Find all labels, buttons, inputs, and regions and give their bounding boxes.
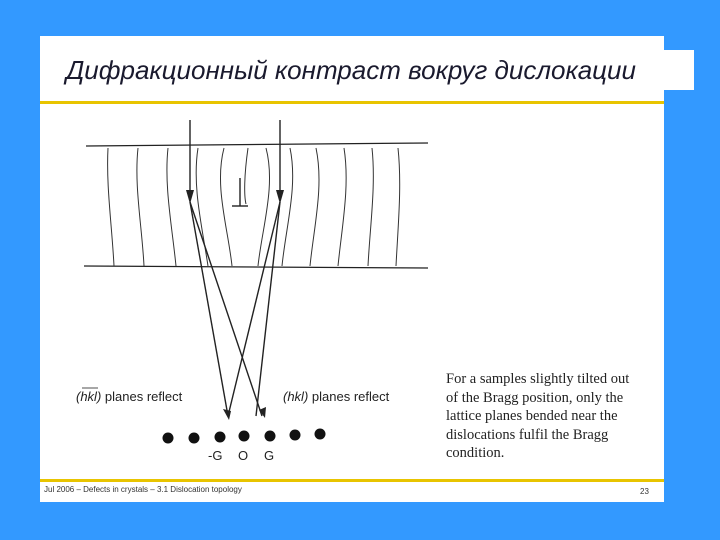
lattice-plane [396,148,400,266]
slab-top-boundary [86,143,428,146]
diffraction-spot [189,433,200,444]
caption-line: condition. [446,445,505,461]
left-planes-label: (hkl) planes reflect [76,389,183,404]
arrowhead [186,190,194,204]
right-planes-label: (hkl) planes reflect [283,389,390,404]
reflected-beam-left [228,202,280,416]
slide-title: Дифракционный контраст вокруг дислокации [62,50,694,90]
lattice-plane [310,148,319,266]
lattice-plane [368,148,373,266]
diffraction-spot [265,431,276,442]
caption-line: lattice planes bended near the [446,408,618,424]
lattice-plane [258,148,270,266]
footer-text: Jul 2006 – Defects in crystals – 3.1 Dislocation topology [44,485,242,494]
diffracted-beam-left [190,202,228,416]
arrowhead [276,190,284,204]
caption-line: of the Bragg position, only the [446,389,624,406]
slab-bottom-boundary [84,266,428,268]
diffraction-spot [315,429,326,440]
lattice-plane [137,148,144,266]
page-number: 23 [640,487,649,496]
diffraction-spot [239,431,250,442]
lattice-plane [167,148,176,266]
diffraction-spot [290,430,301,441]
diffracted-beam-right [256,202,280,416]
lattice-plane [220,148,232,266]
lattice-plane [338,148,346,266]
title-underline [40,101,664,104]
diffraction-diagram [76,116,434,462]
diffraction-spot [215,432,226,443]
lattice-plane [245,148,248,204]
spot-label-origin: O [238,448,249,462]
reflected-beam-right [190,202,262,416]
footer-rule [40,479,664,482]
diffraction-spot [163,433,174,444]
caption-line: For a samples slightly tilted out [446,371,630,387]
caption-line: dislocations fulfil the Bragg [446,426,609,443]
lattice-plane [108,148,114,266]
spot-label-minus-g: -G [208,448,223,462]
lattice-plane [282,148,293,266]
figure-caption [446,370,660,463]
spot-label-g: G [264,448,275,462]
